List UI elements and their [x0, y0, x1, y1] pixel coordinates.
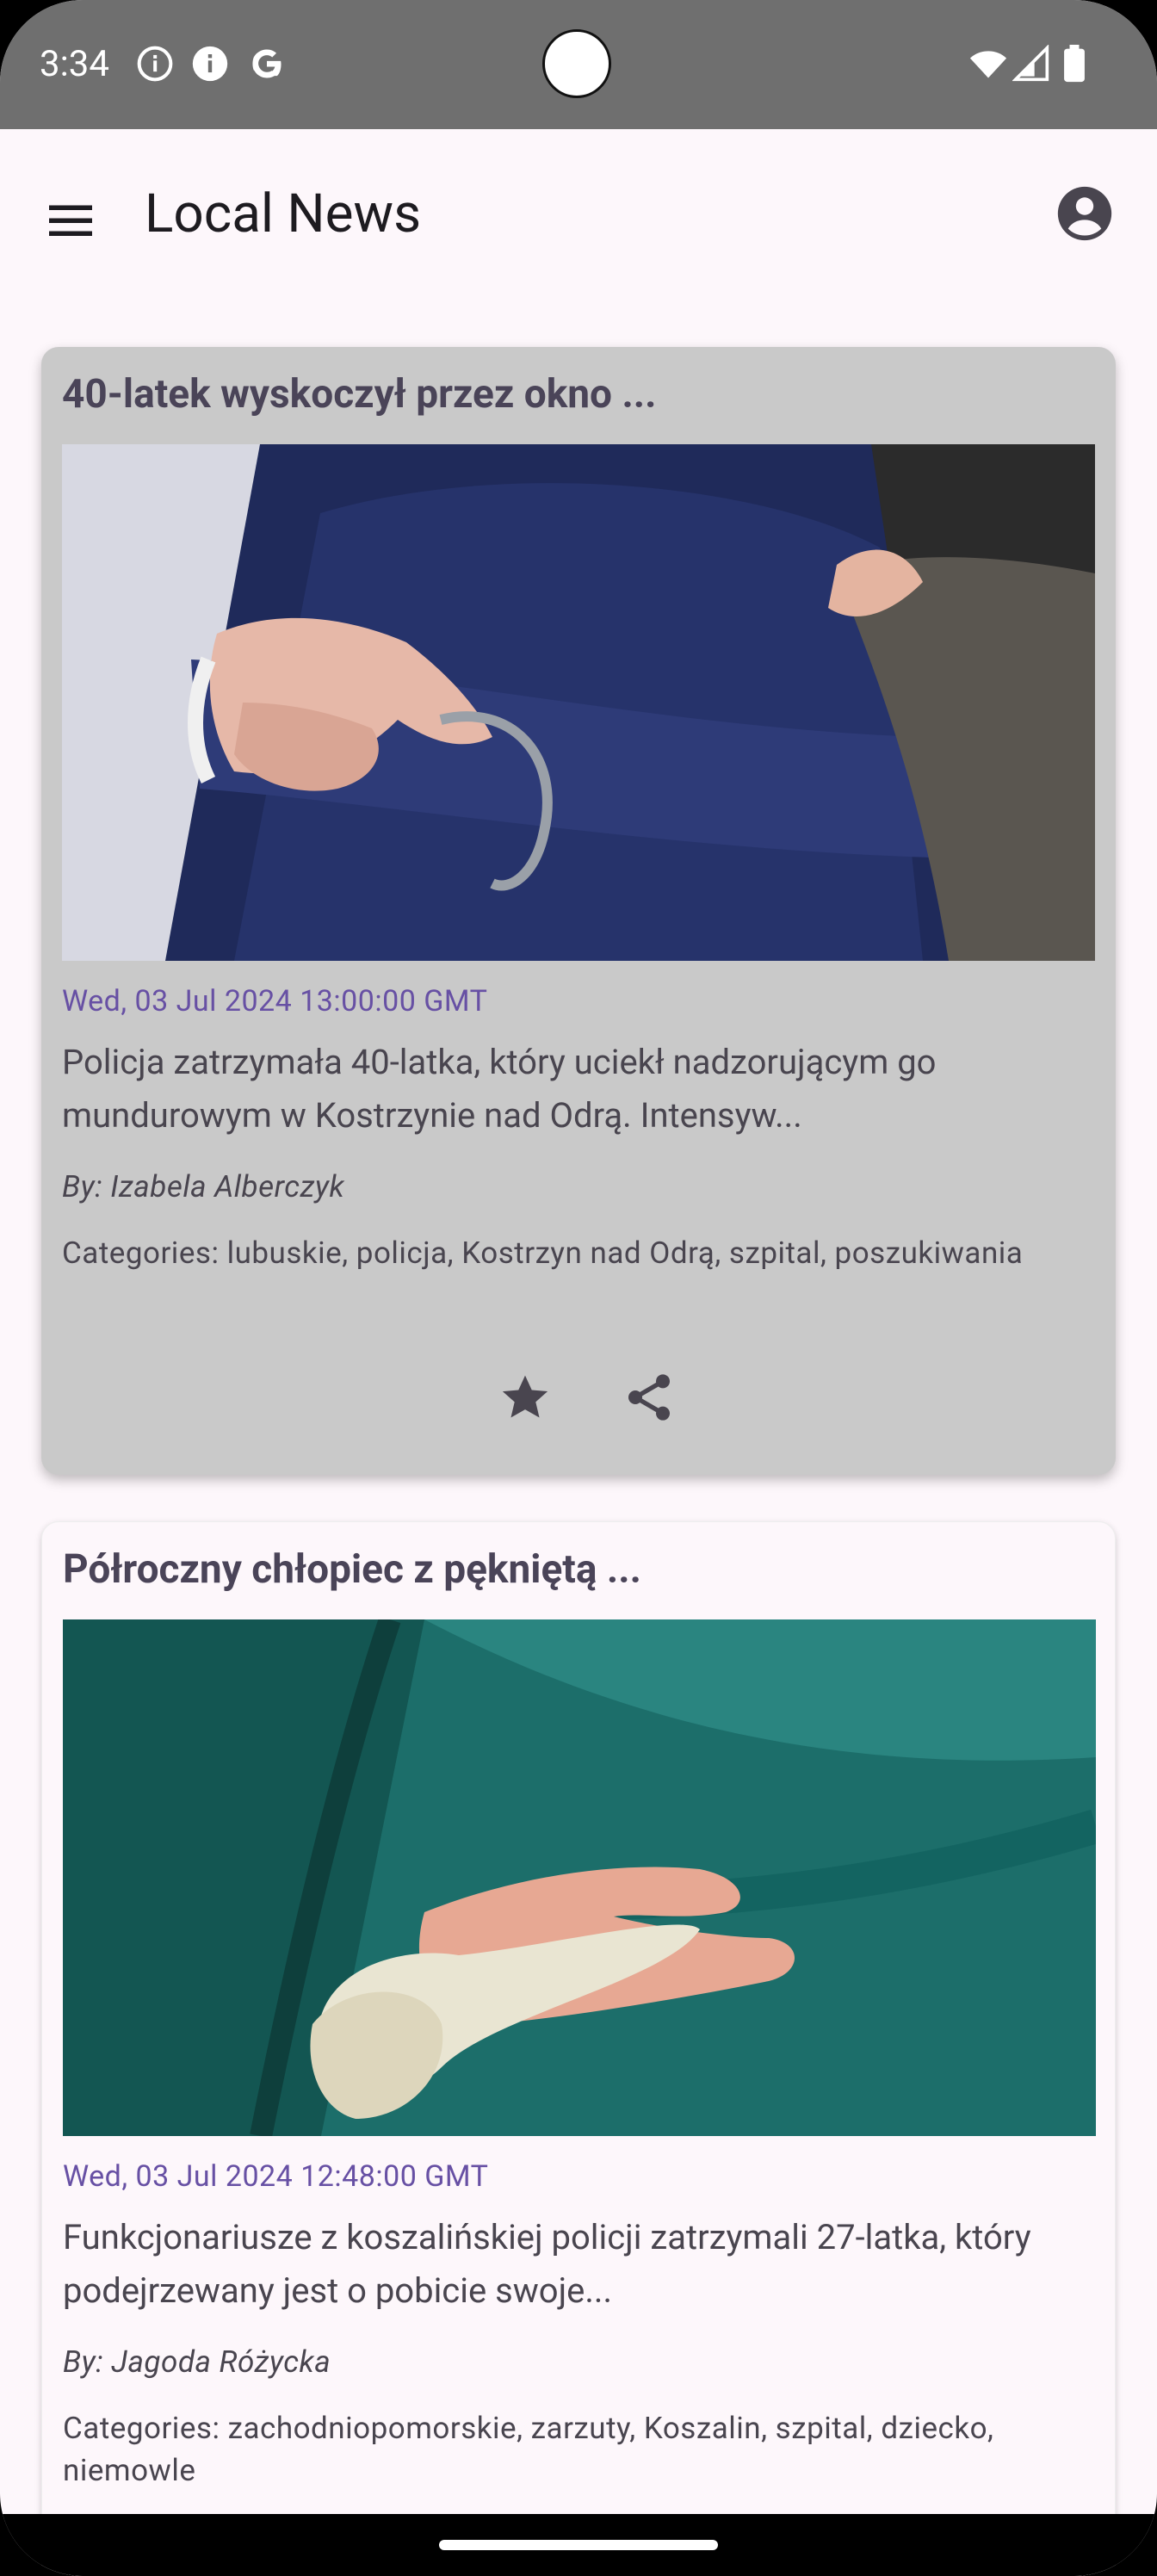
info-outline-icon [136, 45, 174, 83]
wifi-icon [968, 45, 1009, 83]
article-categories: Categories: zachodniopomorskie, zarzuty, Koszalin, szpital, dziecko, niemowle [63, 2411, 994, 2488]
article-author: By: Izabela Alberczyk [62, 1169, 345, 1204]
card-actions [41, 1363, 1116, 1432]
news-card[interactable] [41, 347, 1116, 1475]
article-categories: Categories: lubuskie, policja, Kostrzyn nad Odrą, szpital, poszukiwania [62, 1235, 1024, 1271]
handcuffed-hands-image [62, 444, 1095, 961]
camera-cutout [542, 29, 611, 98]
infant-hand-image [63, 1619, 1096, 2136]
home-gesture-handle[interactable] [439, 2540, 718, 2550]
account-circle-icon[interactable] [1055, 184, 1114, 243]
news-card[interactable] [41, 1521, 1116, 2576]
status-bar [0, 0, 1157, 129]
article-description: Funkcjonariusze z koszalińskiej policji zatrzymali 27-latka, który podejrzewany jest o pobicie swoje... [63, 2217, 1031, 2311]
cellular-signal-icon [1012, 45, 1050, 83]
google-icon [248, 45, 286, 83]
article-description: Policja zatrzymała 40-latka, który uciekł nadzorującym go mundurowym w Kostrzynie nad Odrą. Intensyw... [62, 1042, 937, 1136]
article-image [62, 444, 1095, 961]
article-date: Wed, 03 Jul 2024 13:00:00 GMT [62, 984, 488, 1019]
battery-icon [1059, 45, 1090, 83]
article-title: Półroczny chłopiec z pękniętą ... [63, 1546, 641, 1593]
favorite-button[interactable] [491, 1363, 560, 1432]
share-icon [622, 1370, 677, 1425]
top-app-bar [0, 129, 1157, 301]
status-time: 3:34 [40, 43, 109, 85]
star-icon [498, 1370, 553, 1425]
share-button[interactable] [615, 1363, 684, 1432]
menu-icon[interactable] [45, 195, 96, 246]
article-author: By: Jagoda Różycka [63, 2344, 331, 2380]
article-image [63, 1619, 1096, 2136]
page-title: Local News [145, 183, 422, 245]
article-title: 40-latek wyskoczył przez okno ... [62, 371, 657, 418]
article-date: Wed, 03 Jul 2024 12:48:00 GMT [63, 2159, 489, 2194]
info-filled-icon [191, 45, 229, 83]
